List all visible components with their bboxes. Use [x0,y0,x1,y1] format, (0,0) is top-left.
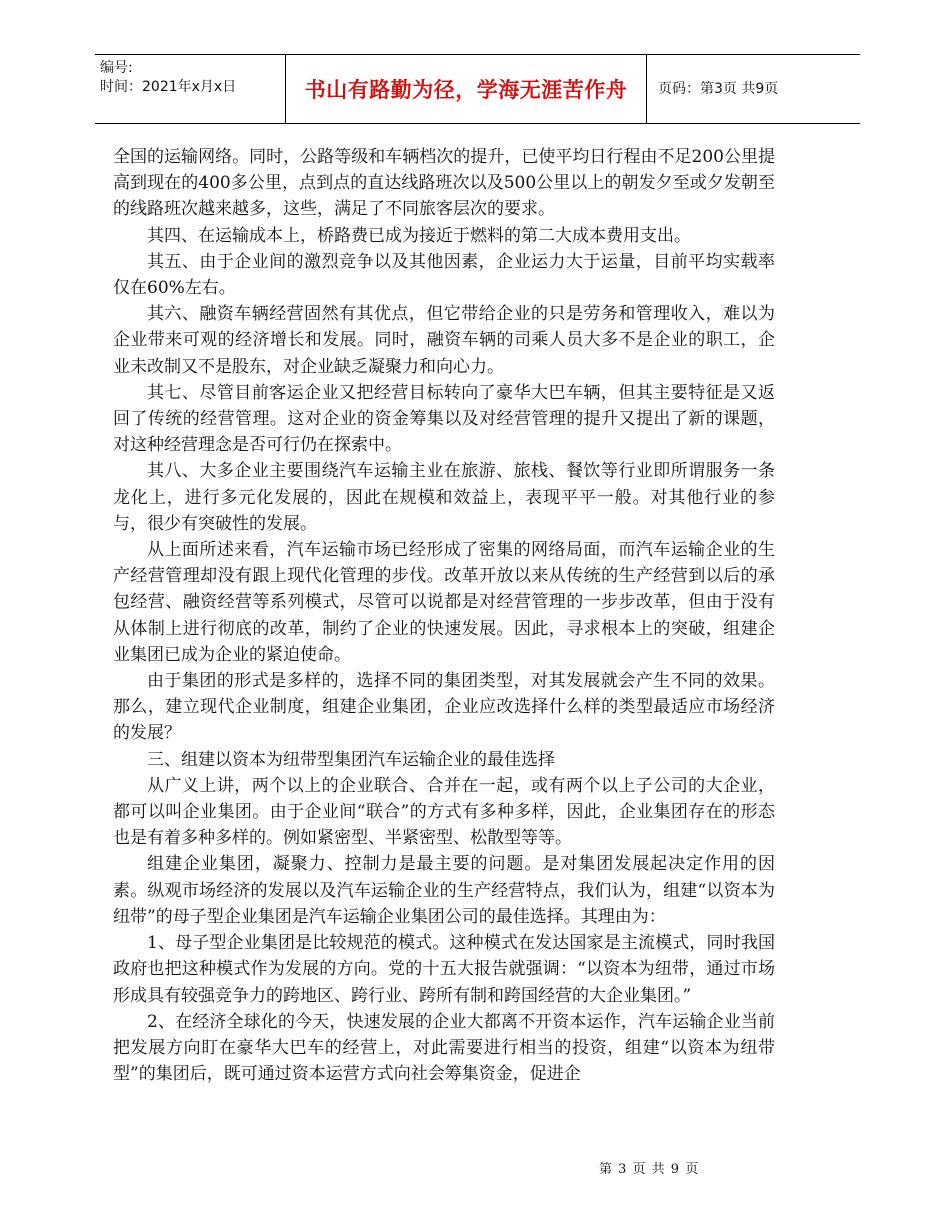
paragraph: 组建企业集团，凝聚力、控制力是最主要的问题。是对集团发展起决定作用的因素。纵观市场经济的发展以及汽车运输企业的生产经营特点，我们认为，组建“以资本为纽带”的母子型企业集团是汽车运输企业集团公司的最佳选择。其理由为： [113,854,775,927]
header-page-info: 页码：第3页 共9页 [658,81,779,97]
paragraph: 从上面所述来看，汽车运输市场已经形成了密集的网络局面，而汽车运输企业的生产经营管理却没有跟上现代化管理的步伐。改革开放以来从传统的生产经营到以后的承包经营、融资经营等系列模式，尽管可以说都是对经营管理的一步步改革，但由于没有从体制上进行彻底的改革，制约了企业的快速发展。因此，寻求根本上的突破，组建企业集团已成为企业的紧迫使命。 [113,540,775,665]
page-footer: 第 3 页 共 9 页 [599,1162,699,1177]
document-body [113,144,775,1087]
time-label: 时间：2021年x月x日 [100,79,237,95]
page-header [95,54,860,124]
paragraph: 其六、融资车辆经营固然有其优点，但它带给企业的只是劳务和管理收入，难以为企业带来可观的经济增长和发展。同时，融资车辆的司乘人员大多不是企业的职工，企业未改制又不是股东，对企业缺乏凝聚力和向心力。 [113,304,775,377]
paragraph: 从广义上讲，两个以上的企业联合、合并在一起，或有两个以上子公司的大企业，都可以叫企业集团。由于企业间“联合”的方式有多种多样，因此，企业集团存在的形态也是有着多种多样的。例如紧密型、半紧密型、松散型等等。 [113,775,775,849]
paragraph: 由于集团的形式是多样的，选择不同的集团类型，对其发展就会产生不同的效果。那么，建立现代企业制度，组建企业集团，企业应改选择什么样的类型最适应市场经济的发展？ [113,671,775,744]
section-heading: 三、组建以资本为纽带型集团汽车运输企业的最佳选择 [147,749,555,770]
header-meta [100,59,236,97]
paragraph: 其七、尽管目前客运企业又把经营目标转向了豪华大巴车辆，但其主要特征是又返回了传统的经营管理。这对企业的资金筹集以及对经营管理的提升又提出了新的课题，对这种经营理念是否可行仍在探索中。 [113,382,775,456]
paragraph: 其八、大多企业主要围绕汽车运输主业在旅游、旅栈、餐饮等行业即所谓服务一条龙化上，进行多元化发展的，因此在规模和效益上，表现平平一般。对其他行业的参与，很少有突破性的发展。 [113,461,775,534]
header-motto: 书山有路勤为径，学海无涯苦作舟 [304,78,628,102]
paragraph: 其五、由于企业间的激烈竞争以及其他因素，企业运力大于运量，目前平均实载率仅在60%左右。 [113,251,775,299]
paragraph: 全国的运输网络。同时，公路等级和车辆档次的提升，已使平均日行程由不足200公里提高到现在的400多公里，点到点的直达线路班次以及500公里以上的朝发夕至或夕发朝至的线路班次越来越多，这些，满足了不同旅客层次的要求。 [113,147,775,220]
number-label: 编号: [100,60,133,76]
paragraph: 其四、在运输成本上，桥路费已成为接近于燃料的第二大成本费用支出。 [147,225,691,246]
paragraph: 1、母子型企业集团是比较规范的模式。这种模式在发达国家是主流模式，同时我国政府也把这种模式作为发展的方向。党的十五大报告就强调：“以资本为纽带，通过市场形成具有较强竞争力的跨地区、跨行业、跨所有制和跨国经营的大企业集团。” [113,933,775,1006]
header-motto-cell [285,55,647,123]
paragraph: 2、在经济全球化的今天，快速发展的企业大都离不开资本运作，汽车运输企业当前把发展方向盯在豪华大巴车的经营上，对此需要进行相当的投资，组建“以资本为纽带型”的集团后，既可通过资本运营方式向社会筹集资金，促进企 [113,1011,775,1085]
